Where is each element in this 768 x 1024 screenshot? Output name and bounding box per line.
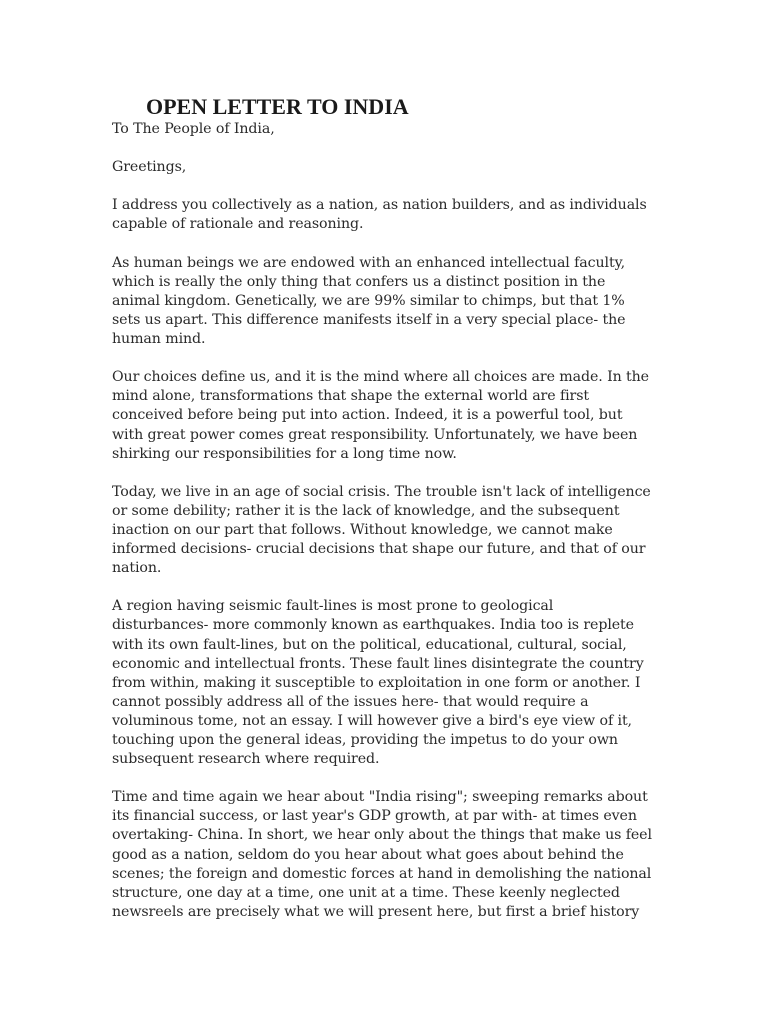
text-line: newsreels are precisely what we will present here, but first a brief history	[112, 903, 640, 920]
text-line: good as a nation, seldom do you hear about what goes about behind the	[112, 846, 624, 863]
letter-body	[112, 120, 672, 941]
paragraph	[112, 597, 672, 769]
text-line: As human beings we are endowed with an enhanced intellectual faculty,	[112, 254, 626, 271]
text-line: its financial success, or last year's GDP growth, at par with- at times even	[112, 808, 637, 825]
text-line: nation.	[112, 560, 162, 577]
text-line: Our choices define us, and it is the mind where all choices are made. In the	[112, 369, 649, 386]
text-line: capable of rationale and reasoning.	[112, 216, 364, 233]
text-line: with great power comes great responsibility. Unfortunately, we have been	[112, 426, 638, 443]
text-line: Today, we live in an age of social crisis. The trouble isn't lack of intelligence	[112, 483, 651, 500]
text-line: scenes; the foreign and domestic forces at hand in demolishing the national	[112, 865, 652, 882]
text-line: cannot possibly address all of the issues here- that would require a	[112, 693, 589, 710]
text-line: disturbances- more commonly known as earthquakes. India too is replete	[112, 617, 634, 634]
text-line: or some debility; rather it is the lack of knowledge, and the subsequent	[112, 502, 620, 519]
text-line: shirking our responsibilities for a long time now.	[112, 445, 457, 462]
paragraph-list	[112, 196, 672, 922]
text-line: informed decisions- crucial decisions that shape our future, and that of our	[112, 541, 646, 558]
text-line: touching upon the general ideas, providing the impetus to do your own	[112, 732, 618, 748]
text-line: with its own fault-lines, but on the political, educational, cultural, social,	[112, 636, 627, 653]
text-line: overtaking- China. In short, we hear only about the things that make us feel	[112, 827, 652, 844]
text-line: conceived before being put into action. Indeed, it is a powerful tool, but	[112, 407, 623, 424]
paragraph	[112, 368, 672, 463]
paragraph	[112, 788, 672, 922]
paragraph	[112, 483, 672, 578]
text-line: voluminous tome, not an essay. I will however give a bird's eye view of it,	[112, 712, 632, 729]
paragraph	[112, 196, 672, 234]
text-line: economic and intellectual fronts. These fault lines disintegrate the country	[112, 655, 644, 672]
text-line: A region having seismic fault-lines is most prone to geological	[112, 598, 554, 615]
text-line: which is really the only thing that confers us a distinct position in the	[112, 273, 606, 290]
text-line: subsequent research where required.	[112, 751, 380, 768]
text-line: structure, one day at a time, one unit at a time. These keenly neglected	[112, 884, 620, 901]
text-line: from within, making it susceptible to exploitation in one form or another. I	[112, 674, 641, 691]
text-line: inaction on our part that follows. Without knowledge, we cannot make	[112, 521, 613, 538]
document-title: OPEN LETTER TO INDIA	[146, 94, 409, 119]
salutation: To The People of India,	[112, 121, 275, 137]
text-line: Time and time again we hear about "India rising"; sweeping remarks about	[112, 789, 648, 806]
greeting: Greetings,	[112, 159, 187, 176]
text-line: animal kingdom. Genetically, we are 99% similar to chimps, but that 1%	[112, 292, 625, 309]
paragraph	[112, 254, 672, 349]
text-line: mind alone, transformations that shape the external world are first	[112, 388, 589, 405]
text-line: human mind.	[112, 331, 206, 348]
text-line: I address you collectively as a nation, as nation builders, and as individuals	[112, 197, 647, 214]
text-line: sets us apart. This difference manifests itself in a very special place- the	[112, 311, 626, 328]
